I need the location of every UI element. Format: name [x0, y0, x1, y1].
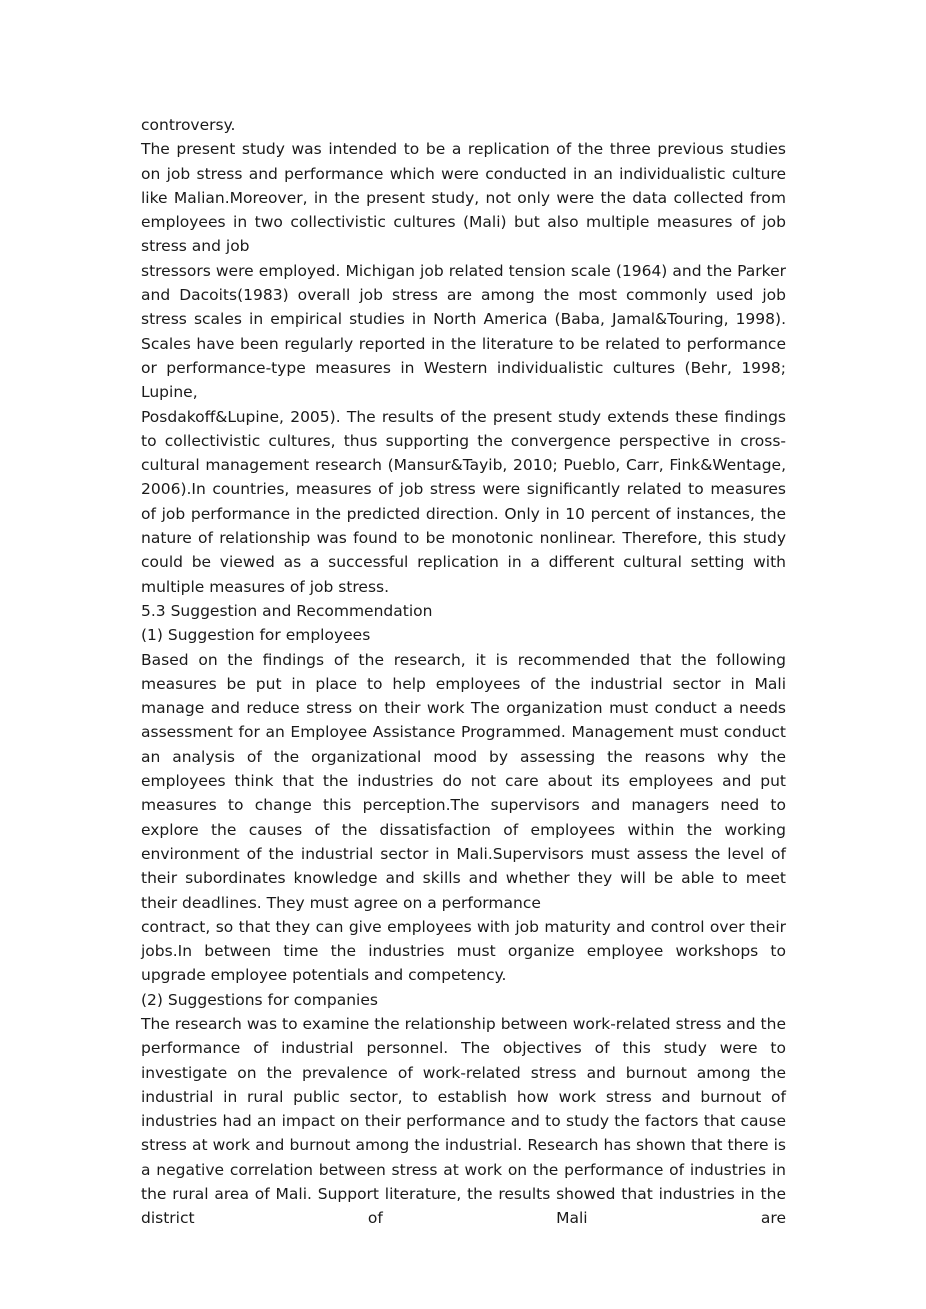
paragraph-employee-measures: Based on the findings of the research, it is recommended that the following measures be put in place to help employees of the industrial sector in Mali manage and reduce stress on their work The organization must conduct a needs assessment for an Employee Assistance Programmed. Management must conduct an analysis of the organizational mood by assessing the reasons why the employees think that the industries do not care about its employees and put measures to change this perception.The supervisors and managers need to explore the causes of the dissatisfaction of employees within the working environment of the industrial sector in Mali.Supervisors must assess the level of their subordinates knowledge and skills and whether they will be able to meet their deadlines. They must agree on a performance [141, 650, 786, 912]
document-page [141, 113, 786, 1231]
section-heading-suggestion: 5.3 Suggestion and Recommendation [141, 601, 433, 620]
paragraph-continuation: controversy. [141, 116, 236, 134]
subheading-companies: (2) Suggestions for companies [141, 990, 378, 1009]
paragraph-present-study: The present study was intended to be a replication of the three previous studies on job stress and performance which were conducted in an individualistic culture like Malian.Moreover, in the present study, not only were the data collected from employees in two collectivistic cultures (Mali) but also multiple measures of job stress and job [141, 140, 786, 256]
subheading-employees: (1) Suggestion for employees [141, 626, 371, 645]
paragraph-research-summary: The research was to examine the relationship between work-related stress and the performance of industrial personnel. The objectives of this study were to investigate on the prevalence of work-related stress and burnout among the industrial in rural public sector, to establish how work stress and burnout of industries had an impact on their performance and to study the factors that cause stress at work and burnout among the industrial. Research has shown that there is a negative correlation between stress at work on the performance of industries in the rural area of Mali. Support literature, the results showed that industries in the district of Mali are [141, 1014, 786, 1228]
paragraph-contract: contract, so that they can give employees with job maturity and control over their jobs.In between time the industries must organize employee workshops to upgrade employee potentials and competency. [141, 917, 786, 985]
paragraph-stressors: stressors were employed. Michigan job related tension scale (1964) and the Parker and Dacoits(1983) overall job stress are among the most commonly used job stress scales in empirical studies in North America (Baba, Jamal&Touring, 1998). Scales have been regularly reported in the literature to be related to performance or performance-type measures in Western individualistic cultures (Behr, 1998; Lupine, [141, 261, 786, 402]
paragraph-results: Posdakoff&Lupine, 2005). The results of the present study extends these findings to collectivistic cultures, thus supporting the convergence perspective in cross-cultural management research (Mansur&Tayib, 2010; Pueblo, Carr, Fink&Wentage, 2006).In countries, measures of job stress were significantly related to measures of job performance in the predicted direction. Only in 10 percent of instances, the nature of relationship was found to be monotonic nonlinear. Therefore, this study could be viewed as a successful replication in a different cultural setting with multiple measures of job stress. [141, 407, 786, 596]
